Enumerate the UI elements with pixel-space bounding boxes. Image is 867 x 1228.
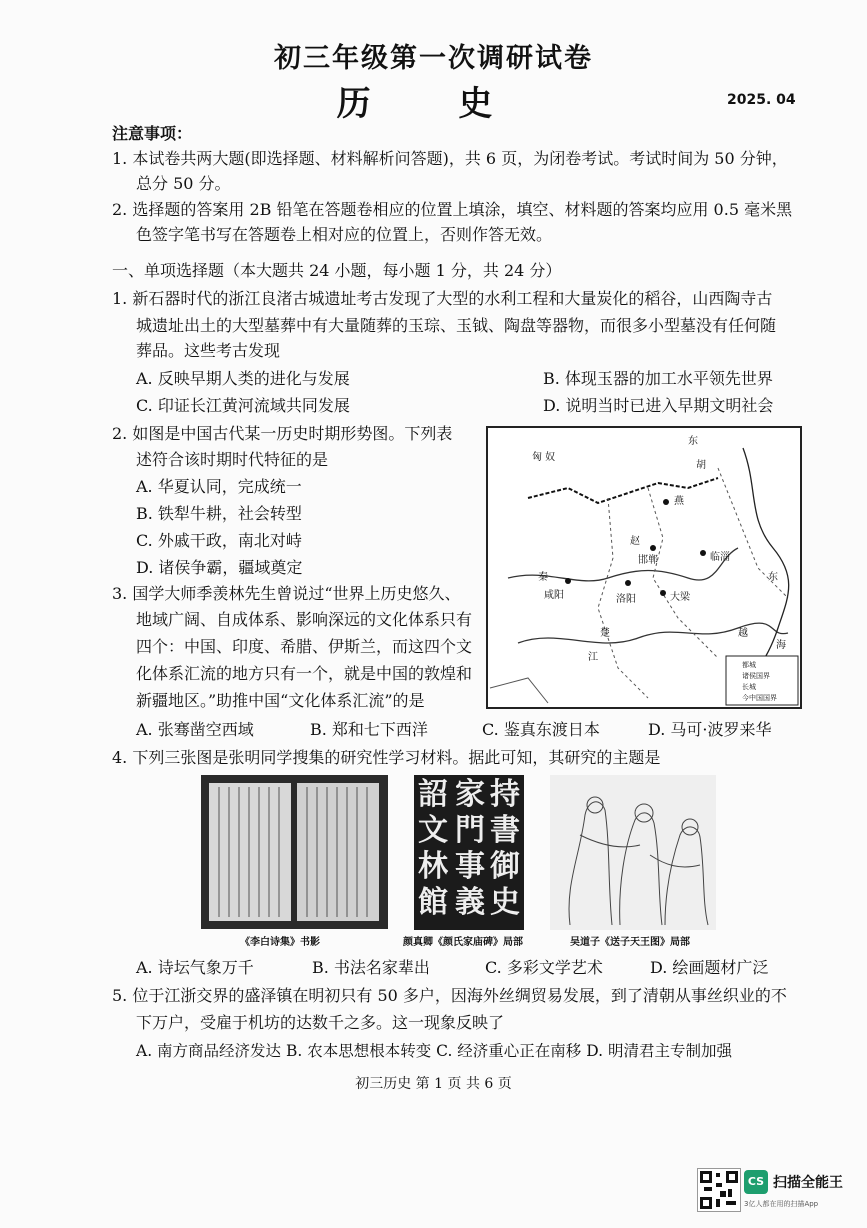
q5-line-1: 5. 位于江浙交界的盛泽镇在明初只有 50 多户，因海外丝绸贸易发展，到了清朝从事丝织业的不 [112, 986, 787, 1005]
q3-line-3: 四个：中国、印度、希腊、伊斯兰，而这四个文 [136, 637, 473, 656]
legend-capital: 都城 [742, 661, 756, 669]
map-label-daliang: 大梁 [670, 592, 690, 603]
q3-line-5: 新疆地区。”助推中国“文化体系汇流”的是 [136, 691, 425, 710]
q5-options: A. 南方商品经济发达 B. 农本思想根本转变 C. 经济重心正在南移 D. 明清君主专制加强 [136, 1042, 732, 1060]
map-label-qin: 秦 [538, 572, 548, 583]
q4-option-d: D. 绘画题材广泛 [650, 958, 769, 977]
q5-line-2: 下万户，受雇于机坊的达数千之多。这一现象反映了 [136, 1013, 505, 1032]
camscanner-logo-icon: CS [744, 1170, 768, 1194]
calligraphy-col-3: 詔文林館 [418, 777, 448, 920]
map-label-hai: 海 [776, 640, 786, 651]
exam-title: 初三年级第一次调研试卷 [274, 43, 593, 74]
map-label-dong: 东 [688, 436, 698, 447]
legend-great-wall: 长城 [742, 683, 756, 691]
map-label-zhao: 赵 [630, 536, 640, 547]
wu-daozi-painting-image [550, 775, 716, 930]
section-1-heading: 一、单项选择题（本大题共 24 小题，每小题 1 分，共 24 分） [112, 261, 562, 280]
q1-option-b: B. 体现玉器的加工水平领先世界 [543, 369, 773, 388]
q3-line-2: 地域广阔、自成体系、影响深远的文化体系只有 [136, 610, 473, 629]
caption-li-bai: 《李白诗集》书影 [240, 937, 320, 948]
notice-heading: 注意事项： [112, 124, 193, 143]
map-label-handan: 邯郸 [638, 555, 658, 566]
q3-line-1: 3. 国学大师季羡林先生曾说过“世界上历史悠久、 [112, 584, 461, 603]
map-label-chu: 楚 [600, 628, 610, 639]
map-label-dongtu: 东 [768, 572, 778, 583]
q4-option-a: A. 诗坛气象万千 [136, 958, 254, 977]
q2-option-a: A. 华夏认同，完成统一 [136, 477, 302, 496]
q2-option-d: D. 诸侯争霸，疆域奠定 [136, 558, 303, 577]
map-label-linzi: 临淄 [710, 552, 730, 563]
q1-line-3: 葬品。这些考古发现 [136, 341, 281, 360]
map-label-xianyang: 咸阳 [544, 590, 564, 601]
q4-option-c: C. 多彩文学艺术 [485, 958, 603, 977]
notice-item-2-line-2: 色签字笔书写在答题卷上相对应的位置上，否则作答无效。 [136, 225, 553, 244]
q3-option-c: C. 鉴真东渡日本 [482, 720, 600, 739]
caption-yan-zhenqing: 颜真卿《颜氏家庙碑》局部 [403, 937, 523, 948]
q1-line-2: 城遗址出土的大型墓葬中有大量随葬的玉琮、玉钺、陶盘等器物，而很多小型墓没有任何随 [136, 316, 777, 335]
notice-item-2-line-1: 2. 选择题的答案用 2B 铅笔在答题卷相应的位置上填涂，填空、材料题的答案均应用 0.5 毫米黑 [112, 200, 793, 219]
map-label-xiongnu: 匈 奴 [532, 452, 556, 463]
q2-line-2: 述符合该时期时代特征的是 [136, 450, 329, 469]
map-label-luoyang: 洛阳 [616, 594, 636, 605]
subject-title: 历 史 [336, 84, 531, 124]
qr-code-icon [697, 1168, 741, 1212]
q2-line-1: 2. 如图是中国古代某一历史时期形势图。下列表 [112, 424, 453, 443]
q2-option-c: C. 外戚干政，南北对峙 [136, 531, 302, 550]
map-label-yan: 燕 [674, 496, 684, 507]
q1-option-a: A. 反映早期人类的进化与发展 [136, 369, 350, 388]
caption-wu-daozi: 吴道子《送子天王图》局部 [570, 937, 690, 948]
legend-river: 今中国国界 [742, 694, 777, 702]
page-footer: 初三历史 第 1 页 共 6 页 [355, 1076, 512, 1092]
q4-line-1: 4. 下列三张图是张明同学搜集的研究性学习材料。据此可知，其研究的主题是 [112, 748, 661, 767]
legend-state-boundary: 诸侯国界 [742, 672, 770, 680]
exam-date: 2025. 04 [727, 92, 796, 108]
camscanner-brand: 扫描全能王 [773, 1175, 843, 1191]
q4-option-b: B. 书法名家辈出 [312, 958, 430, 977]
calligraphy-col-1: 持書御史 [490, 777, 520, 920]
q3-option-b: B. 郑和七下西洋 [310, 720, 428, 739]
calligraphy-col-2: 家門事義 [455, 777, 485, 920]
q2-option-b: B. 铁犁牛耕，社会转型 [136, 504, 302, 523]
map-label-yue: 越 [738, 628, 748, 639]
q3-option-d: D. 马可·波罗来华 [648, 720, 772, 739]
li-bai-poetry-book-image [201, 775, 388, 929]
q3-option-a: A. 张骞凿空西域 [136, 720, 254, 739]
map-label-jiang: 江 [588, 652, 598, 663]
q1-line-1: 1. 新石器时代的浙江良渚古城遗址考古发现了大型的水利工程和大量炭化的稻谷，山西陶寺古 [112, 289, 773, 308]
q3-line-4: 化体系汇流的地方只有一个，就是中国的敦煌和 [136, 664, 473, 683]
notice-item-1-line-1: 1. 本试卷共两大题(即选择题、材料解析问答题)，共 6 页，为闭卷考试。考试时间为 50 分钟， [112, 149, 788, 168]
notice-item-1-line-2: 总分 50 分。 [136, 174, 231, 193]
camscanner-tagline: 3亿人都在用的扫描App [744, 1200, 819, 1208]
yan-zhenqing-stele-image [414, 775, 524, 930]
q1-option-d: D. 说明当时已进入早期文明社会 [543, 396, 774, 415]
q1-option-c: C. 印证长江黄河流域共同发展 [136, 396, 350, 415]
historical-map [486, 426, 802, 709]
map-label-hu: 胡 [696, 460, 706, 471]
